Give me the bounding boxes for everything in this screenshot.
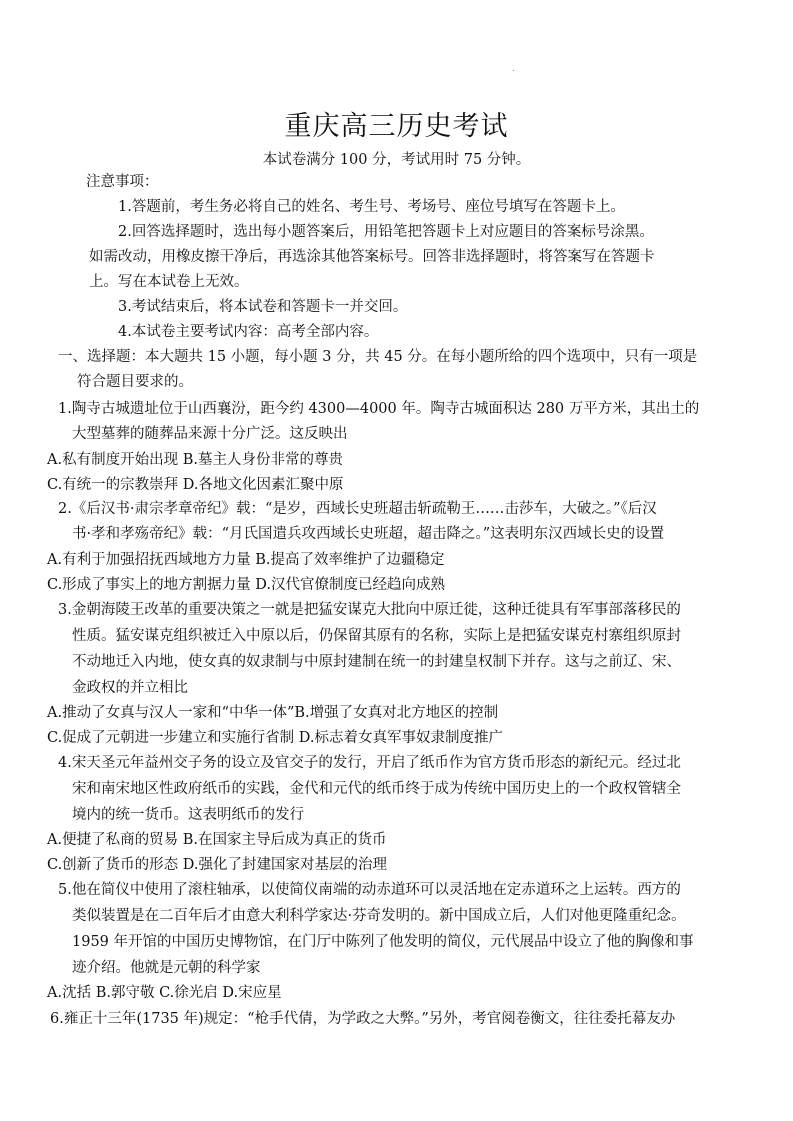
question-stem-line: 大型墓葬的随葬品来源十分广泛。这反映出 bbox=[72, 426, 348, 442]
question-stem-line: 迹介绍。他就是元朝的科学家 bbox=[72, 960, 261, 976]
notice-heading: 注意事项： bbox=[86, 174, 159, 190]
question-stem-line: 宋和南宋地区性政府纸币的实践，金代和元代的纸币终于成为传统中国历史上的一个政权管辖全 bbox=[72, 781, 681, 797]
option-row: C.形成了事实上的地方割据力量 D.汉代官僚制度已经趋向成熟 bbox=[47, 577, 446, 593]
option-row: C.创新了货币的形态 D.强化了封建国家对基层的治理 bbox=[47, 857, 388, 873]
page-title: 重庆高三历史考试 bbox=[284, 111, 509, 142]
question-stem-line: 4.宋天圣元年益州交子务的设立及官交子的发行，开启了纸币作为官方货币形态的新纪元。经过北 bbox=[58, 755, 681, 771]
notice-item-3: 3.考试结束后，将本试卷和答题卡一并交回。 bbox=[118, 299, 408, 315]
question-stem-line: 5.他在简仪中使用了滚柱轴承，以使简仪南端的动赤道环可以灵活地在定赤道环之上运转。西方的 bbox=[58, 882, 681, 898]
notice-item-2-line-2: 如需改动，用橡皮擦干净后，再选涂其他答案标号。回答非选择题时，将答案写在答题卡 bbox=[89, 249, 655, 265]
question-stem-line: 3.金朝海陵王改革的重要决策之一就是把猛安谋克大批向中原迁徙，这种迁徙具有军事部落移民的 bbox=[58, 602, 681, 618]
question-stem-line: 书·孝和孝殇帝纪》载：“月氏国遣兵攻西域长史班超，超击降之。”这表明东汉西域长史的设置 bbox=[72, 526, 665, 542]
option-row: A.私有制度开始出现 B.墓主人身份非常的尊贵 bbox=[47, 452, 343, 468]
question-stem-line: 2.《后汉书·肃宗孝章帝纪》载：“是岁，西域长史班超击斩疏勒王……击莎车，大破之。”《后汉 bbox=[58, 501, 657, 517]
notice-item-4: 4.本试卷主要考试内容：高考全部内容。 bbox=[118, 324, 379, 340]
question-stem-line: 类似装置是在二百年后才由意大利科学家达·芬奇发明的。新中国成立后，人们对他更隆重纪念。 bbox=[72, 908, 686, 924]
question-stem-line: 境内的统一货币。这表明纸币的发行 bbox=[72, 807, 304, 823]
option-row: A.沈括 B.郭守敬 C.徐光启 D.宋应星 bbox=[47, 985, 282, 1001]
question-stem-line: 6.雍正十三年(1735 年)规定：“枪手代倩，为学政之大弊。”另外，考官阅卷衡文，往往委托幕友办 bbox=[50, 1011, 676, 1027]
exam-info: 本试卷满分 100 分，考试用时 75 分钟。 bbox=[262, 152, 531, 168]
option-row: A.推动了女真与汉人一家和“中华一体”B.增强了女真对北方地区的控制 bbox=[47, 705, 499, 721]
section-1-line-1: 一、选择题：本大题共 15 小题，每小题 3 分，共 45 分。在每小题所给的四个选项中，只有一项是 bbox=[58, 349, 698, 365]
option-row: C.促成了元朝进一步建立和实施行省制 D.标志着女真军事奴隶制度推广 bbox=[47, 730, 504, 746]
option-row: A.便捷了私商的贸易 B.在国家主导后成为真正的货币 bbox=[47, 832, 387, 848]
question-stem-line: 金政权的并立相比 bbox=[72, 680, 188, 696]
notice-item-2-line-3: 上。写在本试卷上无效。 bbox=[89, 274, 249, 290]
question-stem-line: 不动地迁入内地，使女真的奴隶制与中原封建制在统一的封建皇权制下并存。这与之前辽、宋、 bbox=[72, 654, 681, 670]
option-row: C.有统一的宗教崇拜 D.各地文化因素汇聚中原 bbox=[47, 477, 344, 493]
notice-item-2-line-1: 2.回答选择题时，选出每小题答案后，用铅笔把答题卡上对应题目的答案标号涂黑。 bbox=[118, 224, 654, 240]
question-stem-line: 1.陶寺古城遗址位于山西襄汾，距今约 4300—4000 年。陶寺古城面积达 280 万平方米，其出土的 bbox=[58, 401, 700, 417]
top-dot: . bbox=[512, 64, 515, 73]
question-stem-line: 性质。猛安谋克组织被迁入中原以后，仍保留其原有的名称，实际上是把猛安谋克村寨组织原封 bbox=[72, 628, 681, 644]
notice-item-1: 1.答题前，考生务必将自己的姓名、考生号、考场号、座位号填写在答题卡上。 bbox=[118, 199, 625, 215]
section-1-line-2: 符合题目要求的。 bbox=[77, 374, 193, 390]
question-stem-line: 1959 年开馆的中国历史博物馆，在门厅中陈列了他发明的简仪，元代展品中设立了他的胸像和事 bbox=[72, 934, 694, 950]
option-row: A.有利于加强招抚西域地方力量 B.提高了效率维护了边疆稳定 bbox=[47, 552, 445, 568]
